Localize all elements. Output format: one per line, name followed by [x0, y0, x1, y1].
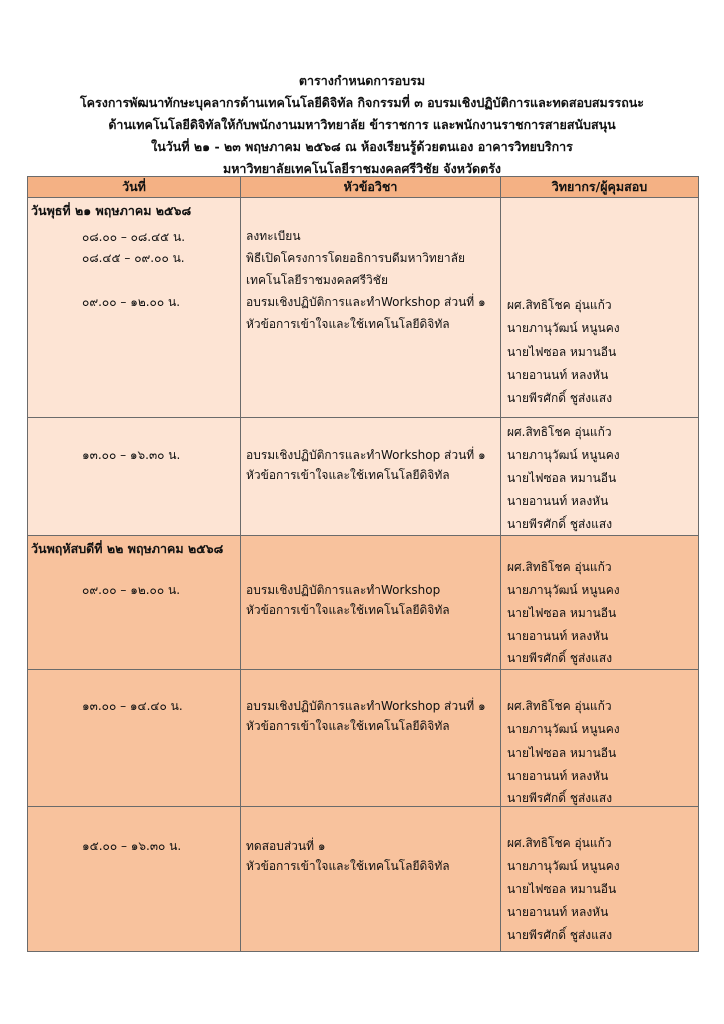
header-date-venue: ในวันที่ ๒๑ - ๒๓ พฤษภาคม ๒๕๖๘ ณ ห้องเรียนรู้ด้วยตนเอง อาคารวิทยบริการ — [151, 139, 573, 154]
speaker-name: นายไฟซอล หมานอีน — [507, 345, 617, 359]
topic-line: ทดสอบส่วนที่ ๑ — [246, 839, 326, 853]
day-label: วันพุธที่ ๒๑ พฤษภาคม ๒๕๖๘ — [31, 203, 192, 218]
speaker-cell — [501, 670, 699, 807]
topic-cell — [241, 198, 501, 418]
speaker-name: ผศ.สิทธิโชค อุ่นแก้ว — [507, 836, 612, 850]
topic-line: เทคโนโลยีราชมงคลศรีวิชัย — [246, 273, 388, 287]
speaker-name: นายไฟซอล หมานอีน — [507, 882, 617, 896]
topic-line: หัวข้อการเข้าใจและใช้เทคโนโลยีดิจิทัล — [246, 603, 450, 617]
speaker-name: นายอานนท์ หลงหัน — [507, 368, 609, 382]
speaker-name: นายพีรศักดิ์ ชูส่งแสง — [507, 651, 613, 665]
speaker-cell — [501, 198, 699, 418]
schedule-table — [27, 176, 699, 952]
table-row — [28, 536, 699, 670]
time-slot: ๑๓.๐๐ – ๑๖.๓๐ น. — [82, 448, 181, 462]
date-cell — [28, 670, 241, 807]
topic-line: หัวข้อการเข้าใจและใช้เทคโนโลยีดิจิทัล — [246, 859, 450, 873]
topic-line: อบรมเชิงปฏิบัติการและทำWorkshop ส่วนที่ ๑ — [246, 448, 486, 462]
speaker-name: ผศ.สิทธิโชค อุ่นแก้ว — [507, 298, 612, 312]
speaker-name: นายภานุวัฒน์ หนูนคง — [507, 722, 620, 736]
topic-cell — [241, 536, 501, 670]
time-slot: ๑๕.๐๐ – ๑๖.๓๐ น. — [82, 839, 182, 853]
topic-line: อบรมเชิงปฏิบัติการและทำWorkshop ส่วนที่ ๑ — [246, 295, 486, 309]
speaker-name: นายอานนท์ หลงหัน — [507, 494, 609, 508]
speaker-name: นายไฟซอล หมานอีน — [507, 746, 617, 760]
table-header-row — [28, 177, 699, 198]
speaker-name: นายไฟซอล หมานอีน — [507, 471, 617, 485]
column-header-speaker: วิทยากร/ผู้คุมสอบ — [501, 177, 699, 198]
topic-cell — [241, 807, 501, 952]
table-row — [28, 670, 699, 807]
topic-line: อบรมเชิงปฏิบัติการและทำWorkshop — [246, 583, 441, 597]
speaker-name: นายภานุวัฒน์ หนูนคง — [507, 321, 620, 335]
column-header-topic: หัวข้อวิชา — [241, 177, 501, 198]
date-cell — [28, 807, 241, 952]
speaker-name: นายพีรศักดิ์ ชูส่งแสง — [507, 791, 613, 805]
speaker-name: นายพีรศักดิ์ ชูส่งแสง — [507, 517, 613, 531]
topic-line: พิธีเปิดโครงการโดยอธิการบดีมหาวิทยาลัย — [246, 251, 465, 265]
topic-line: หัวข้อการเข้าใจและใช้เทคโนโลยีดิจิทัล — [246, 468, 450, 482]
date-cell — [28, 536, 241, 670]
document-header — [0, 70, 724, 180]
speaker-name: นายภานุวัฒน์ หนูนคง — [507, 859, 620, 873]
speaker-name: ผศ.สิทธิโชค อุ่นแก้ว — [507, 560, 612, 574]
column-header-date: วันที่ — [28, 177, 241, 198]
table-row — [28, 418, 699, 536]
time-slot: ๐๙.๐๐ – ๑๒.๐๐ น. — [82, 295, 181, 309]
date-cell — [28, 418, 241, 536]
day-label: วันพฤหัสบดีที่ ๒๒ พฤษภาคม ๒๕๖๘ — [31, 541, 224, 556]
time-slot: ๑๓.๐๐ – ๑๔.๔๐ น. — [82, 699, 183, 713]
speaker-name: นายพีรศักดิ์ ชูส่งแสง — [507, 391, 613, 405]
table-row — [28, 198, 699, 418]
header-target-group: ด้านเทคโนโลยีดิจิทัลให้กับพนักงานมหาวิทยาลัย ข้าราชการ และพนักงานราชการสายสนับสนุน — [108, 117, 616, 132]
speaker-name: นายไฟซอล หมานอีน — [507, 606, 617, 620]
topic-cell — [241, 670, 501, 807]
time-slot: ๐๙.๐๐ – ๑๒.๐๐ น. — [82, 583, 181, 597]
header-title: ตารางกำหนดการอบรม — [298, 73, 426, 88]
time-slot: ๐๘.๔๕ – ๐๙.๐๐ น. — [82, 251, 185, 265]
date-cell — [28, 198, 241, 418]
speaker-name: นายอานนท์ หลงหัน — [507, 769, 609, 783]
speaker-name: นายพีรศักดิ์ ชูส่งแสง — [507, 928, 613, 942]
speaker-name: นายอานนท์ หลงหัน — [507, 629, 609, 643]
header-project: โครงการพัฒนาทักษะบุคลากรด้านเทคโนโลยีดิจิทัล กิจกรรมที่ ๓ อบรมเชิงปฏิบัติการและทดสอบสมรรถนะ — [79, 95, 645, 110]
topic-line: ลงทะเบียน — [246, 229, 301, 243]
topic-line: หัวข้อการเข้าใจและใช้เทคโนโลยีดิจิทัล — [246, 719, 450, 733]
speaker-name: นายภานุวัฒน์ หนูนคง — [507, 583, 620, 597]
speaker-cell — [501, 418, 699, 536]
speaker-name: นายภานุวัฒน์ หนูนคง — [507, 448, 620, 462]
speaker-name: นายอานนท์ หลงหัน — [507, 905, 609, 919]
speaker-cell — [501, 807, 699, 952]
speaker-cell — [501, 536, 699, 670]
speaker-name: ผศ.สิทธิโชค อุ่นแก้ว — [507, 699, 612, 713]
table-row — [28, 807, 699, 952]
header-university: มหาวิทยาลัยเทคโนโลยีราชมงคลศรีวิชัย จังหวัดตรัง — [222, 161, 502, 176]
time-slot: ๐๘.๐๐ – ๐๘.๔๕ น. — [82, 230, 186, 244]
topic-line: อบรมเชิงปฏิบัติการและทำWorkshop ส่วนที่ ๑ — [246, 699, 486, 713]
speaker-name: ผศ.สิทธิโชค อุ่นแก้ว — [507, 425, 612, 439]
topic-line: หัวข้อการเข้าใจและใช้เทคโนโลยีดิจิทัล — [246, 317, 450, 331]
topic-cell — [241, 418, 501, 536]
